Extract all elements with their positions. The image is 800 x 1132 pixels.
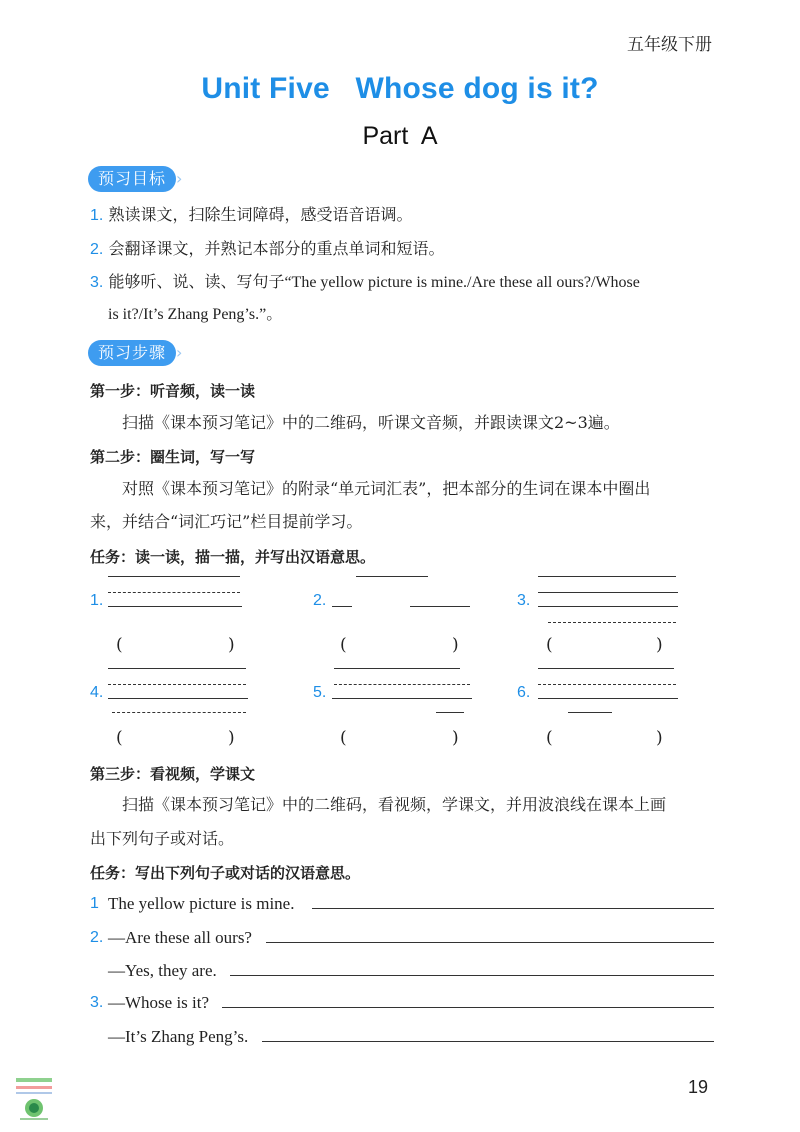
sentence-1: The yellow picture is mine. bbox=[108, 894, 295, 913]
answer-line-4[interactable] bbox=[222, 1007, 714, 1008]
step3-body-2: 出下列句子或对话。 bbox=[90, 829, 235, 848]
steps-heading bbox=[88, 340, 182, 366]
step2-body-2: 来，并结合“词汇巧记”栏目提前学习。 bbox=[90, 512, 363, 531]
step1-body: 扫描《课本预习笔记》中的二维码，听课文音频，并跟读课文2~3遍。 bbox=[122, 413, 620, 432]
step2-body-1: 对照《课本预习笔记》的附录“单元词汇表”，把本部分的生词在课本中圈出 bbox=[122, 479, 651, 498]
goal-item-2: 2. 会翻译课文，并熟记本部分的重点单词和短语。 bbox=[90, 239, 445, 258]
goal-item-1: 1. 熟读课文，扫除生词障碍，感受语音语调。 bbox=[90, 205, 413, 224]
sentence-3: —Whose is it? bbox=[108, 993, 210, 1012]
answer-line-2[interactable] bbox=[266, 942, 714, 943]
steps-badge: 预习步骤 bbox=[88, 340, 176, 366]
grade-label: 五年级下册 bbox=[627, 35, 712, 55]
step1-title: 第一步：听音频，读一读 bbox=[90, 382, 256, 400]
sentence-2: —Are these all ours? bbox=[108, 928, 252, 947]
step2-title: 第二步：圈生词，写一写 bbox=[90, 448, 256, 466]
step3-title: 第三步：看视频，学课文 bbox=[90, 765, 256, 783]
sentence-3-reply: —It’s Zhang Peng’s. bbox=[108, 1027, 249, 1046]
goals-heading bbox=[88, 166, 182, 192]
sentence-2-reply: —Yes, they are. bbox=[108, 961, 217, 980]
answer-line-3[interactable] bbox=[230, 975, 714, 976]
task1-title: 任务：读一读，描一描，并写出汉语意思。 bbox=[90, 548, 376, 566]
answer-line-5[interactable] bbox=[262, 1041, 714, 1042]
page-number: 19 bbox=[687, 1077, 708, 1097]
part-title: Part A bbox=[362, 122, 438, 150]
unit-title: Unit Five Whose dog is it? bbox=[201, 72, 599, 105]
sentence-number: 1 bbox=[90, 895, 99, 912]
goal-item-3-cont: is it?/It’s Zhang Peng’s.”。 bbox=[108, 306, 283, 323]
chevron-right-icon: › bbox=[176, 169, 183, 188]
chevron-right-icon: › bbox=[176, 343, 183, 362]
step3-body-1: 扫描《课本预习笔记》中的二维码，看视频，学课文，并用波浪线在课本上画 bbox=[122, 795, 667, 814]
goal-item-3: 3. 能够听、说、读、写句子“The yellow picture is mine./Are these all ours?/Whose bbox=[90, 274, 640, 291]
task2-title: 任务：写出下列句子或对话的汉语意思。 bbox=[90, 864, 361, 882]
sentence-number: 2. bbox=[90, 929, 104, 946]
sentence-number: 3. bbox=[90, 994, 104, 1011]
answer-line-1[interactable] bbox=[312, 908, 714, 909]
goals-badge: 预习目标 bbox=[88, 166, 176, 192]
watermark-logo-icon bbox=[14, 1076, 54, 1122]
